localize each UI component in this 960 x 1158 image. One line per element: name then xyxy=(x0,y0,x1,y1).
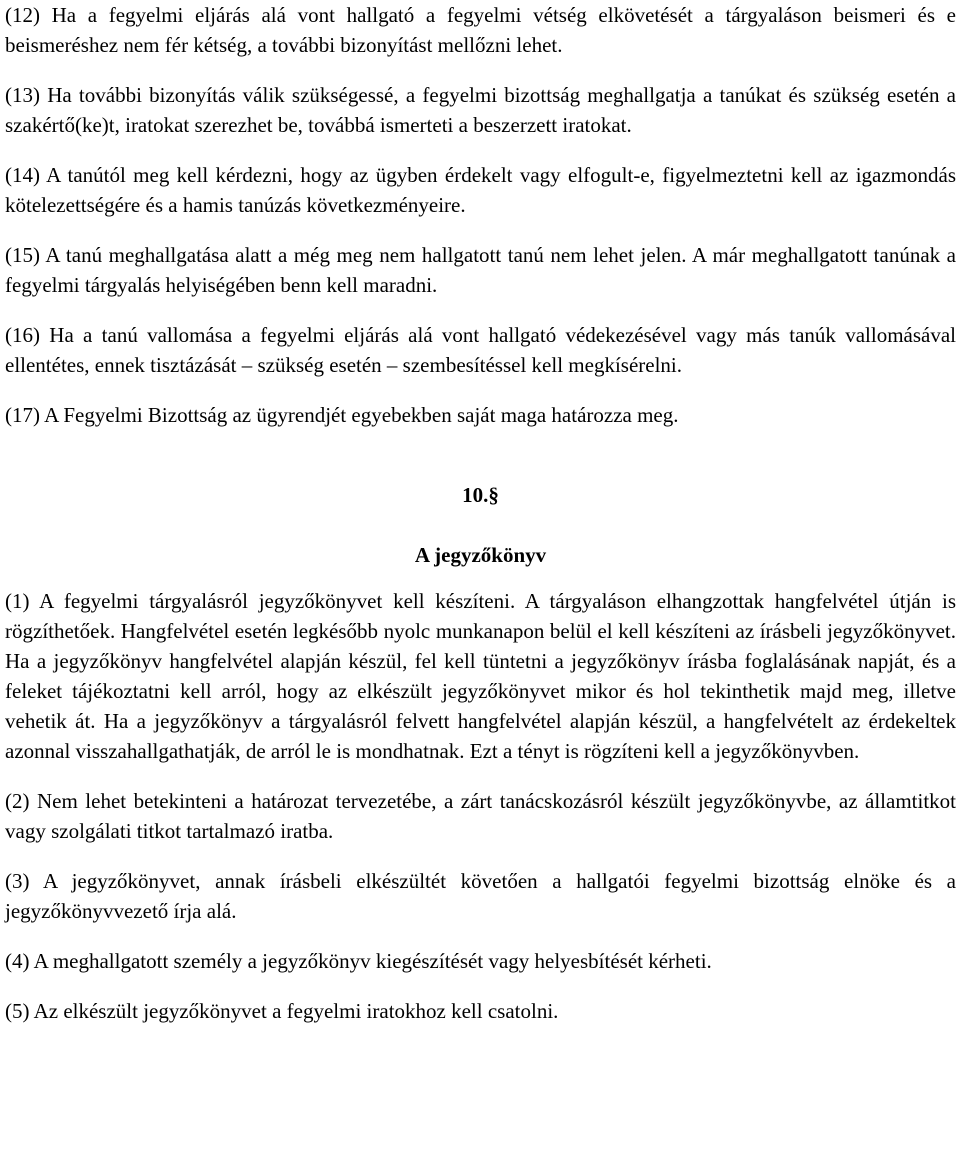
paragraph-1: (1) A fegyelmi tárgyalásról jegyzőkönyvet kell készíteni. A tárgyaláson elhangzottak hangfelvétel útján is rögzíthetőek. Hangfelvétel esetén legkésőbb nyolc munkanapon belül el kell készíteni az írásbeli jegyzőkönyvet. Ha a jegyzőkönyv hangfelvétel alapján készül, fel kell tüntetni a jegyzőkönyv írásba foglalásának napját, és a feleket tájékoztatni kell arról, hogy az elkészült jegyzőkönyvet mikor és hol tekinthetik majd meg, illetve vehetik át. Ha a jegyzőkönyv a tárgyalásról felvett hangfelvétel alapján készül, a hangfelvételt az érdekeltek azonnal visszahallgathatják, de arról le is mondhatnak. Ezt a tényt is rögzíteni kell a jegyzőkönyvben. xyxy=(5,589,956,763)
paragraph-2: (2) Nem lehet betekinteni a határozat tervezetébe, a zárt tanácskozásról készült jegyzőkönyvbe, az államtitkot vagy szolgálati titkot tartalmazó iratba. xyxy=(5,789,956,843)
paragraph-14: (14) A tanútól meg kell kérdezni, hogy az ügyben érdekelt vagy elfogult-e, figyelmeztetni kell az igazmondás kötelezettségére és a hamis tanúzás következményeire. xyxy=(5,163,956,217)
paragraph-3: (3) A jegyzőkönyvet, annak írásbeli elkészültét követően a hallgatói fegyelmi bizottság elnöke és a jegyzőkönyvvezető írja alá. xyxy=(5,869,956,923)
paragraph-13: (13) Ha további bizonyítás válik szükségessé, a fegyelmi bizottság meghallgatja a tanúkat és szükség esetén a szakértő(ke)t, iratokat szerezhet be, továbbá ismerteti a beszerzett iratokat. xyxy=(5,83,956,137)
paragraph-12: (12) Ha a fegyelmi eljárás alá vont hallgató a fegyelmi vétség elkövetését a tárgyaláson beismeri és e beismeréshez nem fér kétség, a további bizonyítást mellőzni lehet. xyxy=(5,3,956,57)
paragraph-17: (17) A Fegyelmi Bizottság az ügyrendjét egyebekben saját maga határozza meg. xyxy=(5,403,679,427)
paragraph-4: (4) A meghallgatott személy a jegyzőkönyv kiegészítését vagy helyesbítését kérheti. xyxy=(5,949,712,973)
paragraph-5: (5) Az elkészült jegyzőkönyvet a fegyelmi iratokhoz kell csatolni. xyxy=(5,999,559,1023)
paragraph-16: (16) Ha a tanú vallomása a fegyelmi eljárás alá vont hallgató védekezésével vagy más tanúk vallomásával ellentétes, ennek tisztázását – szükség esetén – szembesítéssel kell megkísérelni. xyxy=(5,323,956,377)
section-title: A jegyzőkönyv xyxy=(414,543,547,567)
section-number: 10.§ xyxy=(462,483,499,507)
paragraph-15: (15) A tanú meghallgatása alatt a még meg nem hallgatott tanú nem lehet jelen. A már meghallgatott tanúnak a fegyelmi tárgyalás helyiségében benn kell maradni. xyxy=(5,243,956,297)
